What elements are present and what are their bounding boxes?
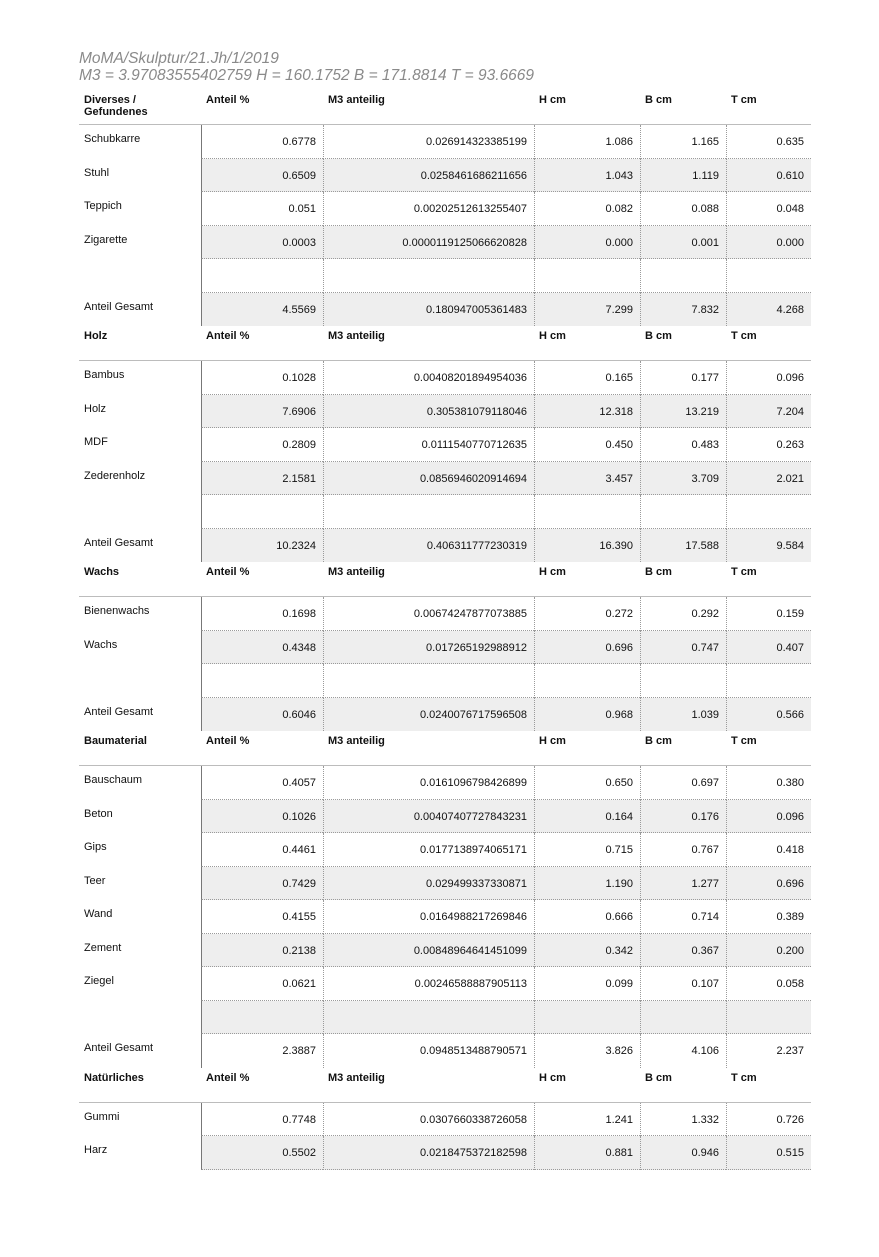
cell-t: 0.389 <box>726 900 811 934</box>
cell-m3: 0.0164988217269846 <box>323 900 534 934</box>
cell-m3: 0.00407407727843231 <box>323 800 534 834</box>
cell-b: 0.088 <box>640 192 726 226</box>
cell-m3: 0.0177138974065171 <box>323 833 534 867</box>
cell-h: 0.272 <box>534 597 640 631</box>
cell-anteil: 0.1026 <box>201 800 323 834</box>
table-row <box>79 631 811 665</box>
table-row <box>79 867 811 901</box>
cell-anteil: 0.4057 <box>201 766 323 800</box>
cell-h: 1.086 <box>534 125 640 159</box>
column-header-h: H cm <box>539 1071 566 1084</box>
total-row <box>79 1034 811 1068</box>
cell-b: 0.107 <box>640 967 726 1001</box>
cell-m3: 0.00848964641451099 <box>323 934 534 968</box>
column-header-t: T cm <box>731 330 757 342</box>
cell-m3: 0.017265192988912 <box>323 631 534 665</box>
row-label <box>79 1001 201 1035</box>
cell-b: 0.177 <box>640 361 726 395</box>
cell-m3: 0.0161096798426899 <box>323 766 534 800</box>
table-row <box>79 361 811 395</box>
column-header-anteil: Anteil % <box>206 566 250 578</box>
total-row <box>79 698 811 732</box>
page-path: MoMA/Skulptur/21.Jh/1/2019 <box>79 50 279 67</box>
cell-h: 1.043 <box>534 159 640 193</box>
row-label: Anteil Gesamt <box>84 705 154 718</box>
cell-b: 0.292 <box>640 597 726 631</box>
cell-m3 <box>323 664 534 698</box>
cell-b: 0.697 <box>640 766 726 800</box>
cell-anteil: 0.4155 <box>201 900 323 934</box>
cell-h: 0.968 <box>534 698 640 732</box>
table-row <box>79 159 811 193</box>
section-header-row <box>79 731 811 766</box>
cell-t <box>726 259 811 293</box>
column-header-t: T cm <box>731 1071 757 1084</box>
cell-anteil: 0.1698 <box>201 597 323 631</box>
cell-anteil: 0.6046 <box>201 698 323 732</box>
section-title: Diverses / Gefundenes <box>84 94 148 118</box>
column-header-m3: M3 anteilig <box>328 1071 385 1084</box>
cell-anteil: 0.7429 <box>201 867 323 901</box>
cell-t: 0.566 <box>726 698 811 732</box>
cell-anteil: 0.2809 <box>201 428 323 462</box>
row-label: Zement <box>84 941 122 954</box>
cell-b: 17.588 <box>640 529 726 563</box>
column-header-m3: M3 anteilig <box>328 330 385 342</box>
row-label: Bambus <box>84 369 125 381</box>
cell-b: 3.709 <box>640 462 726 496</box>
cell-anteil <box>201 664 323 698</box>
cell-b: 1.332 <box>640 1103 726 1137</box>
cell-m3: 0.00246588887905113 <box>323 967 534 1001</box>
column-header-b: B cm <box>645 1071 672 1084</box>
row-label: Teppich <box>84 200 122 212</box>
table-row <box>79 967 811 1001</box>
table-row <box>79 428 811 462</box>
table-row <box>79 597 811 631</box>
cell-anteil: 0.051 <box>201 192 323 226</box>
cell-m3: 0.0240076717596508 <box>323 698 534 732</box>
cell-t: 0.263 <box>726 428 811 462</box>
cell-b: 1.165 <box>640 125 726 159</box>
cell-b: 0.747 <box>640 631 726 665</box>
cell-b: 13.219 <box>640 395 726 429</box>
column-header-t: T cm <box>731 94 757 106</box>
section-title: Wachs <box>84 566 120 578</box>
cell-m3: 0.00674247877073885 <box>323 597 534 631</box>
table-row <box>79 125 811 159</box>
column-header-h: H cm <box>539 735 566 747</box>
row-label: MDF <box>84 436 108 448</box>
cell-m3 <box>323 1001 534 1035</box>
cell-h: 0.000 <box>534 226 640 260</box>
row-label: Gummi <box>84 1110 120 1123</box>
cell-m3: 0.0111540770712635 <box>323 428 534 462</box>
cell-t: 0.159 <box>726 597 811 631</box>
row-label: Stuhl <box>84 166 110 179</box>
cell-b <box>640 1001 726 1035</box>
cell-h <box>534 1001 640 1035</box>
page-header <box>79 50 839 84</box>
cell-anteil: 2.3887 <box>201 1034 323 1068</box>
cell-t: 0.515 <box>726 1136 811 1170</box>
cell-t: 0.058 <box>726 967 811 1001</box>
cell-m3: 0.180947005361483 <box>323 293 534 327</box>
column-header-b: B cm <box>645 566 672 578</box>
total-row <box>79 529 811 563</box>
cell-t: 0.418 <box>726 833 811 867</box>
cell-t: 0.200 <box>726 934 811 968</box>
cell-t: 0.610 <box>726 159 811 193</box>
page-summary: M3 = 3.97083555402759 H = 160.1752 B = 171.8814 T = 93.6669 <box>79 67 535 84</box>
cell-h: 3.826 <box>534 1034 640 1068</box>
cell-t: 2.021 <box>726 462 811 496</box>
row-label: Wachs <box>84 638 118 651</box>
cell-h <box>534 664 640 698</box>
column-header-t: T cm <box>731 735 757 747</box>
cell-t: 0.696 <box>726 867 811 901</box>
cell-b: 0.001 <box>640 226 726 260</box>
cell-m3: 0.00202512613255407 <box>323 192 534 226</box>
cell-anteil: 0.0003 <box>201 226 323 260</box>
table-row <box>79 766 811 800</box>
section-table <box>79 1068 811 1170</box>
section-title: Natürliches <box>84 1071 144 1084</box>
cell-m3: 0.0307660338726058 <box>323 1103 534 1137</box>
cell-m3: 0.0000119125066620828 <box>323 226 534 260</box>
cell-h <box>534 259 640 293</box>
cell-b: 1.277 <box>640 867 726 901</box>
cell-t: 2.237 <box>726 1034 811 1068</box>
cell-b: 7.832 <box>640 293 726 327</box>
row-label: Anteil Gesamt <box>84 536 154 549</box>
column-header-b: B cm <box>645 330 672 342</box>
cell-m3: 0.0948513488790571 <box>323 1034 534 1068</box>
cell-anteil: 0.5502 <box>201 1136 323 1170</box>
cell-b: 1.119 <box>640 159 726 193</box>
table-row <box>79 800 811 834</box>
row-label: Anteil Gesamt <box>84 300 154 313</box>
cell-t <box>726 664 811 698</box>
column-header-m3: M3 anteilig <box>328 735 385 747</box>
cell-t <box>726 1001 811 1035</box>
cell-b: 0.367 <box>640 934 726 968</box>
row-label: Harz <box>84 1144 108 1156</box>
cell-anteil: 0.4348 <box>201 631 323 665</box>
table-row <box>79 900 811 934</box>
column-header-anteil: Anteil % <box>206 330 250 342</box>
table-row <box>79 1001 811 1035</box>
cell-anteil: 0.6778 <box>201 125 323 159</box>
cell-h: 0.881 <box>534 1136 640 1170</box>
column-header-b: B cm <box>645 735 672 747</box>
cell-m3: 0.406311777230319 <box>323 529 534 563</box>
cell-h: 0.099 <box>534 967 640 1001</box>
table-row <box>79 495 811 529</box>
table-row <box>79 192 811 226</box>
table-row <box>79 226 811 260</box>
cell-anteil: 2.1581 <box>201 462 323 496</box>
section-table <box>79 90 811 326</box>
cell-b: 0.483 <box>640 428 726 462</box>
cell-h: 0.666 <box>534 900 640 934</box>
cell-b: 4.106 <box>640 1034 726 1068</box>
cell-h: 0.082 <box>534 192 640 226</box>
cell-anteil <box>201 495 323 529</box>
row-label: Anteil Gesamt <box>84 1042 154 1054</box>
row-label <box>79 495 201 529</box>
section-table <box>79 562 811 731</box>
cell-t: 0.096 <box>726 361 811 395</box>
cell-anteil: 0.2138 <box>201 934 323 968</box>
table-row <box>79 1136 811 1170</box>
row-label: Bauschaum <box>84 774 143 786</box>
cell-h: 7.299 <box>534 293 640 327</box>
cell-m3: 0.0856946020914694 <box>323 462 534 496</box>
cell-anteil: 0.1028 <box>201 361 323 395</box>
cell-m3: 0.029499337330871 <box>323 867 534 901</box>
column-header-anteil: Anteil % <box>206 1071 250 1084</box>
column-header-h: H cm <box>539 330 566 342</box>
column-header-m3: M3 anteilig <box>328 566 385 578</box>
cell-t: 9.584 <box>726 529 811 563</box>
cell-anteil: 0.0621 <box>201 967 323 1001</box>
table-row <box>79 462 811 496</box>
table-row <box>79 1103 811 1137</box>
cell-h: 0.450 <box>534 428 640 462</box>
cell-b <box>640 259 726 293</box>
section-header-row <box>79 1068 811 1103</box>
cell-h: 0.715 <box>534 833 640 867</box>
cell-m3 <box>323 495 534 529</box>
cell-h: 0.165 <box>534 361 640 395</box>
cell-anteil: 0.6509 <box>201 159 323 193</box>
row-label <box>79 664 201 698</box>
cell-m3: 0.0258461686211656 <box>323 159 534 193</box>
row-label: Ziegel <box>84 975 114 987</box>
cell-h: 3.457 <box>534 462 640 496</box>
cell-m3: 0.305381079118046 <box>323 395 534 429</box>
row-label <box>79 259 201 293</box>
cell-m3: 0.026914323385199 <box>323 125 534 159</box>
cell-anteil <box>201 1001 323 1035</box>
material-tables <box>79 90 811 1170</box>
row-label: Schubkarre <box>84 133 141 145</box>
table-row <box>79 934 811 968</box>
cell-anteil: 0.4461 <box>201 833 323 867</box>
row-label: Gips <box>84 841 107 853</box>
cell-h: 0.650 <box>534 766 640 800</box>
column-header-anteil: Anteil % <box>206 735 250 747</box>
row-label: Zigarette <box>84 233 128 246</box>
section-header-row <box>79 562 811 597</box>
cell-b: 1.039 <box>640 698 726 732</box>
column-header-b: B cm <box>645 94 672 106</box>
cell-t <box>726 495 811 529</box>
column-header-anteil: Anteil % <box>206 94 250 106</box>
cell-b: 0.946 <box>640 1136 726 1170</box>
section-header-row <box>79 90 811 125</box>
cell-t: 0.635 <box>726 125 811 159</box>
row-label: Holz <box>84 402 107 415</box>
section-header-row <box>79 326 811 361</box>
cell-anteil <box>201 259 323 293</box>
section-title: Baumaterial <box>84 735 147 747</box>
table-row <box>79 833 811 867</box>
cell-m3: 0.00408201894954036 <box>323 361 534 395</box>
column-header-h: H cm <box>539 94 566 106</box>
cell-h: 0.696 <box>534 631 640 665</box>
section-table <box>79 326 811 562</box>
cell-h: 16.390 <box>534 529 640 563</box>
cell-t: 0.407 <box>726 631 811 665</box>
section-title: Holz <box>84 330 108 342</box>
cell-b <box>640 664 726 698</box>
cell-anteil: 4.5569 <box>201 293 323 327</box>
cell-h: 1.241 <box>534 1103 640 1137</box>
row-label: Bienenwachs <box>84 605 150 617</box>
cell-h: 0.342 <box>534 934 640 968</box>
table-row <box>79 664 811 698</box>
cell-anteil: 0.7748 <box>201 1103 323 1137</box>
cell-t: 0.048 <box>726 192 811 226</box>
column-header-h: H cm <box>539 566 566 578</box>
cell-b <box>640 495 726 529</box>
row-label: Beton <box>84 807 113 820</box>
row-label: Wand <box>84 908 113 920</box>
row-label: Teer <box>84 874 106 887</box>
cell-b: 0.767 <box>640 833 726 867</box>
cell-t: 7.204 <box>726 395 811 429</box>
column-header-t: T cm <box>731 566 757 578</box>
cell-t: 0.000 <box>726 226 811 260</box>
cell-m3: 0.0218475372182598 <box>323 1136 534 1170</box>
cell-h: 1.190 <box>534 867 640 901</box>
row-label: Zederenholz <box>84 469 146 482</box>
section-table <box>79 731 811 1068</box>
cell-b: 0.714 <box>640 900 726 934</box>
table-row <box>79 259 811 293</box>
cell-h <box>534 495 640 529</box>
cell-t: 0.380 <box>726 766 811 800</box>
cell-anteil: 10.2324 <box>201 529 323 563</box>
cell-anteil: 7.6906 <box>201 395 323 429</box>
cell-t: 4.268 <box>726 293 811 327</box>
total-row <box>79 293 811 327</box>
cell-t: 0.096 <box>726 800 811 834</box>
cell-h: 12.318 <box>534 395 640 429</box>
cell-h: 0.164 <box>534 800 640 834</box>
cell-b: 0.176 <box>640 800 726 834</box>
column-header-m3: M3 anteilig <box>328 94 385 106</box>
cell-m3 <box>323 259 534 293</box>
cell-t: 0.726 <box>726 1103 811 1137</box>
table-row <box>79 395 811 429</box>
